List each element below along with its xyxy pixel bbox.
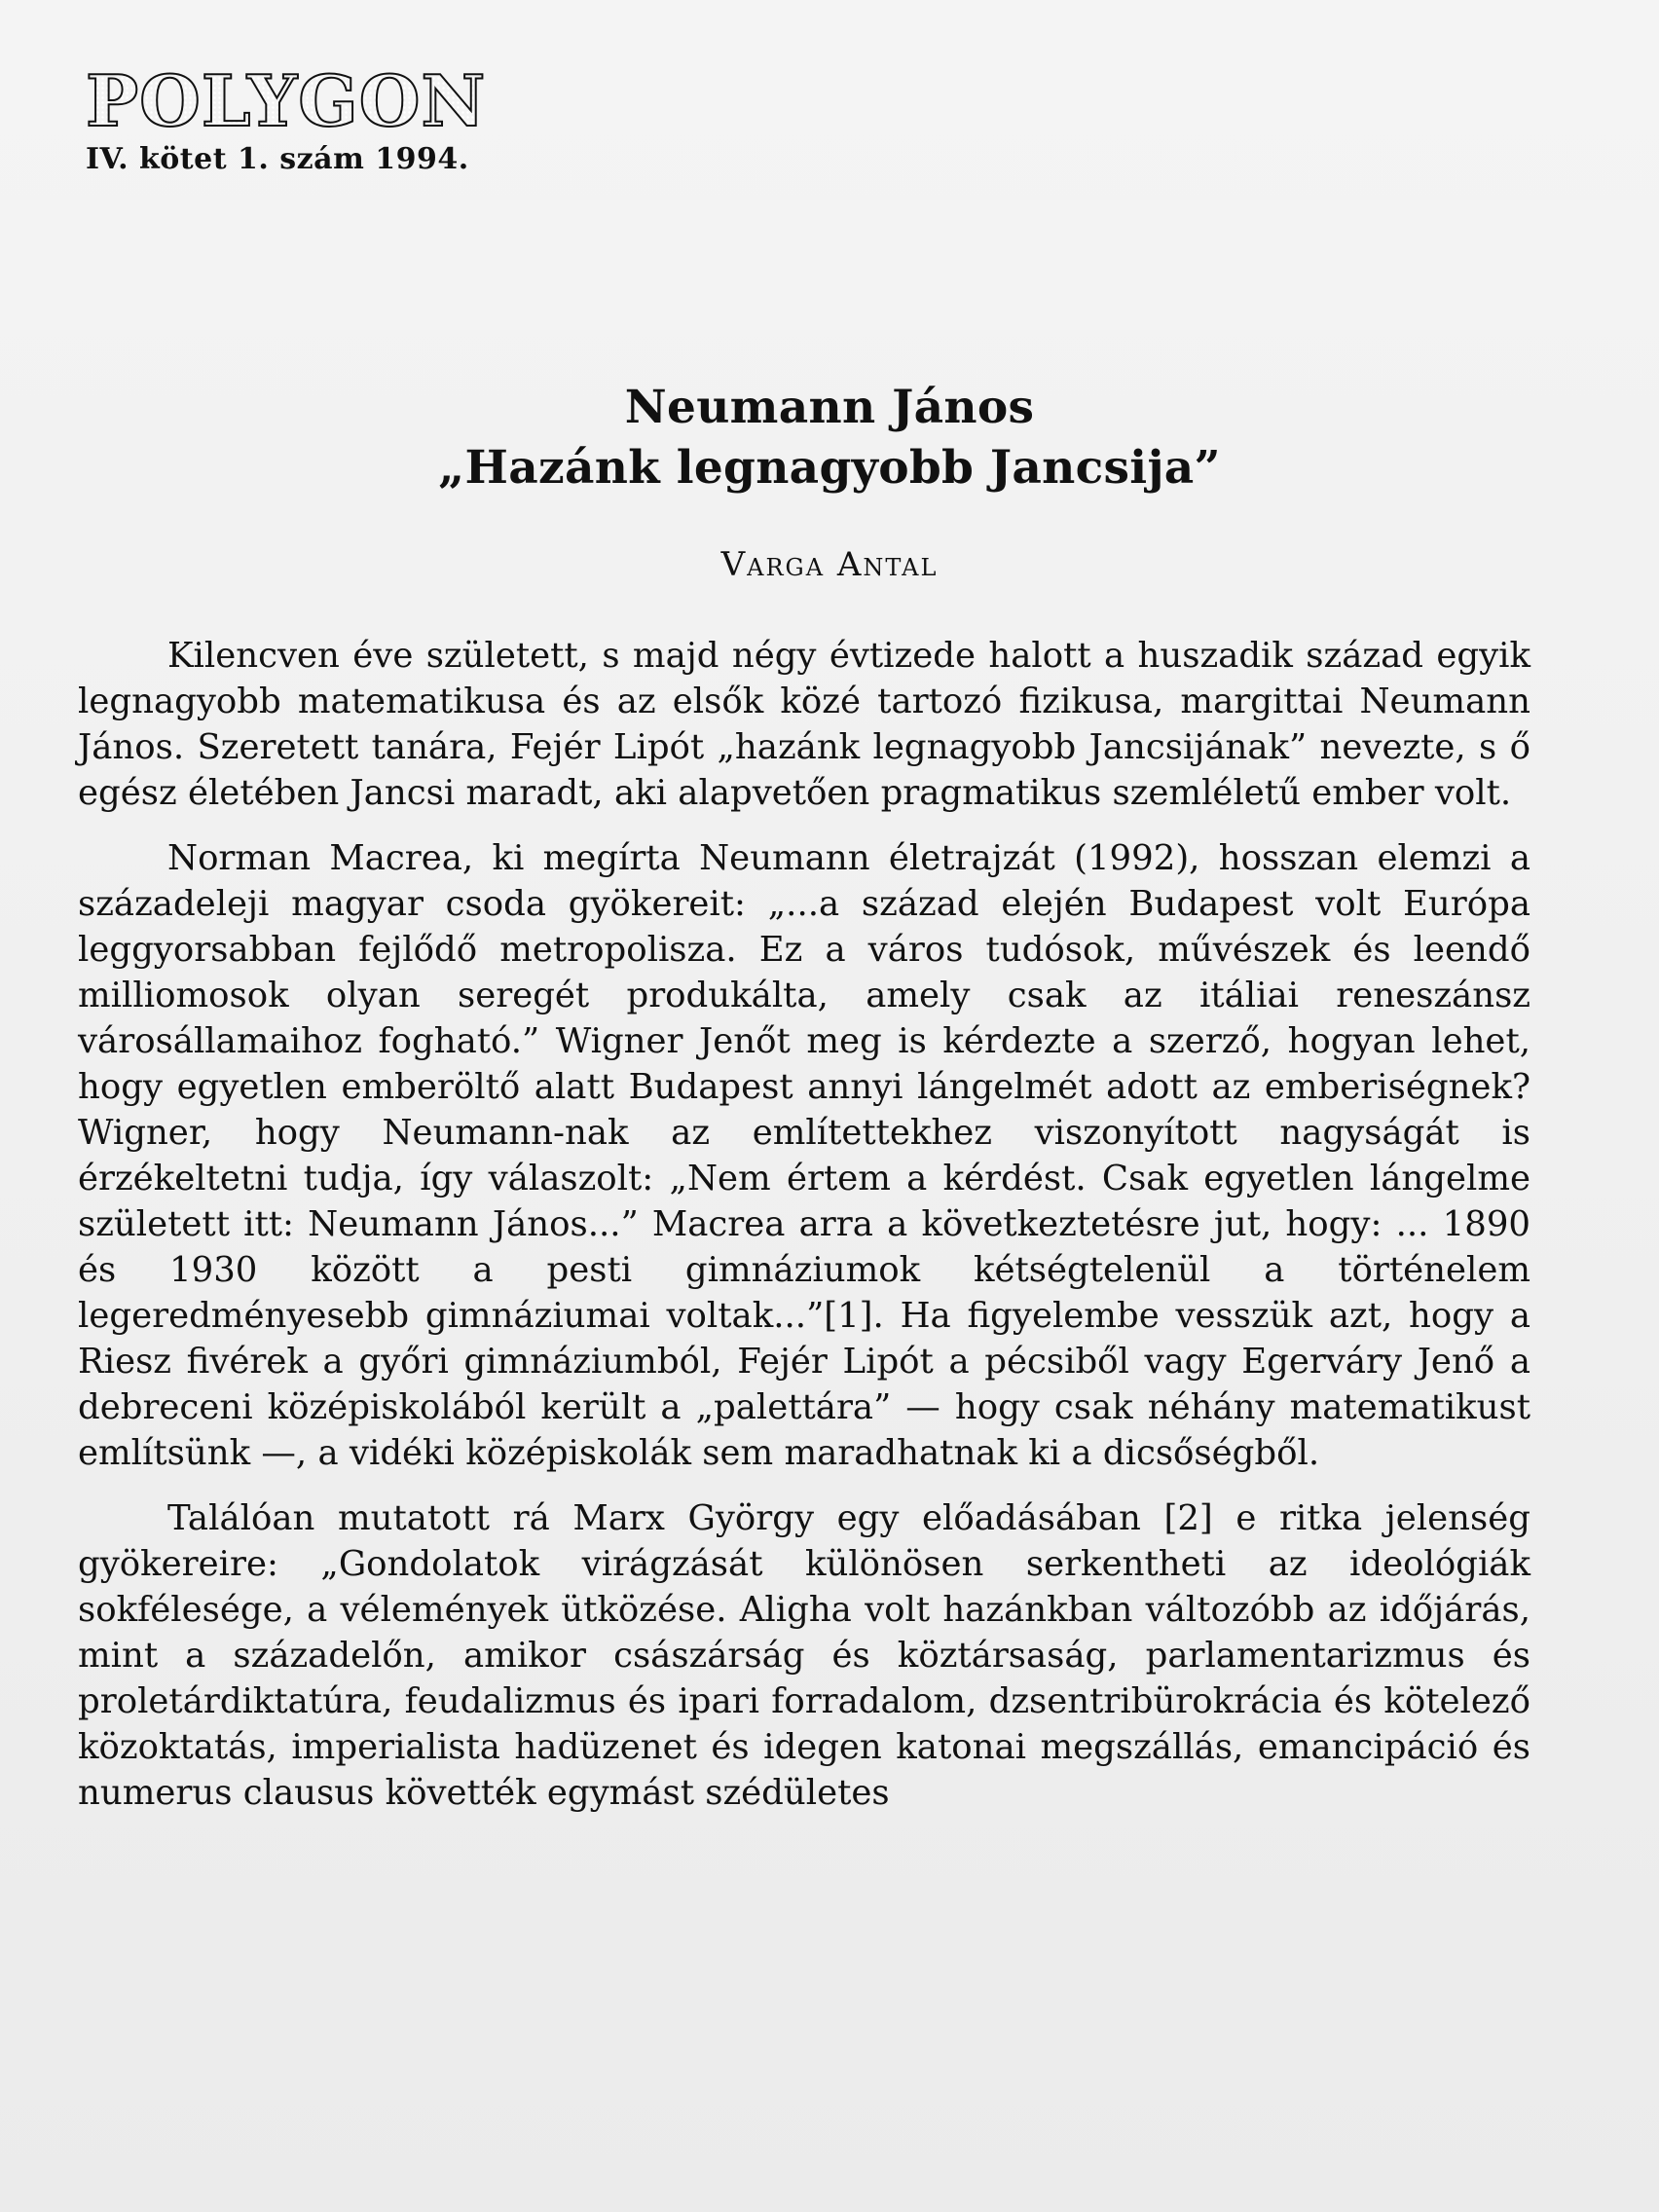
journal-logo: POLYGON POLYGON <box>86 66 486 136</box>
article-title: Neumann János <box>624 381 1035 434</box>
journal-issue: IV. kötet 1. szám 1994. <box>86 142 469 176</box>
article-title-block <box>0 378 1659 584</box>
article-body <box>78 633 1530 1835</box>
paragraph: Norman Macrea, ki megírta Neumann életrajzát (1992), hosszan elemzi a századeleji magyar csoda gyökereit: „...a század elején Budapest volt Európa leggyorsabban fejlődő metropolisza. Ez a város tudósok, művészek és leendő milliomosok olyan seregét produkálta, amely csak az itáliai reneszánsz városállamaihoz fogható.” Wigner Jenőt meg is kérdezte a szerző, hogyan lehet, hogy egyetlen emberöltő alatt Budapest annyi lángelmét adott az emberiségnek? Wigner, hogy Neumann-nak az említettekhez viszonyított nagyságát is érzékeltetni tudja, így válaszolt: „Nem értem a kérdést. Csak egyetlen lángelme született itt: Neumann János...” Macrea arra a következtetésre jut, hogy: ... 1890 és 1930 között a pesti gimnáziumok kétségtelenül a történelem legeredményesebb gimnáziumai voltak...”[1]. Ha figyelembe vesszük azt, hogy a Riesz fivérek a győri gimnáziumból, Fejér Lipót a pécsiből vagy Egerváry Jenő a debreceni középiskolából került a „palettára” — hogy csak néhány matematikust említsünk —, a vidéki középiskolák sem maradhatnak ki a dicsőségből. <box>78 838 1530 1473</box>
paragraph: Találóan mutatott rá Marx György egy előadásában [2] e ritka jelenség gyökereire: „Gondolatok virágzását különösen serkentheti az ideológiák sokfélesége, a vélemények ütközése. Aligha volt hazánkban változóbb az időjárás, mint a századelőn, amikor császárság és köztársaság, parlamentarizmus és proletárdiktatúra, feudalizmus és ipari forradalom, dzsentribürokrácia és kötelező közoktatás, imperialista hadüzenet és idegen katonai megszállás, emancipáció és numerus clausus követték egymást szédületes <box>78 1498 1530 1813</box>
article-author: Varga Antal <box>720 545 939 584</box>
journal-header <box>86 59 487 176</box>
article-subtitle: „Hazánk legnagyobb Jancsija” <box>438 441 1221 495</box>
paragraph: Kilencven éve született, s majd négy évtizede halott a huszadik század egyik legnagyobb matematikusa és az elsők közé tartozó fizikusa, margittai Neumann János. Szeretett tanára, Fejér Lipót „hazánk legnagyobb Jancsijának” nevezte, s ő egész életében Jancsi maradt, aki alapvetően pragmatikus szemléletű ember volt. <box>78 636 1530 813</box>
